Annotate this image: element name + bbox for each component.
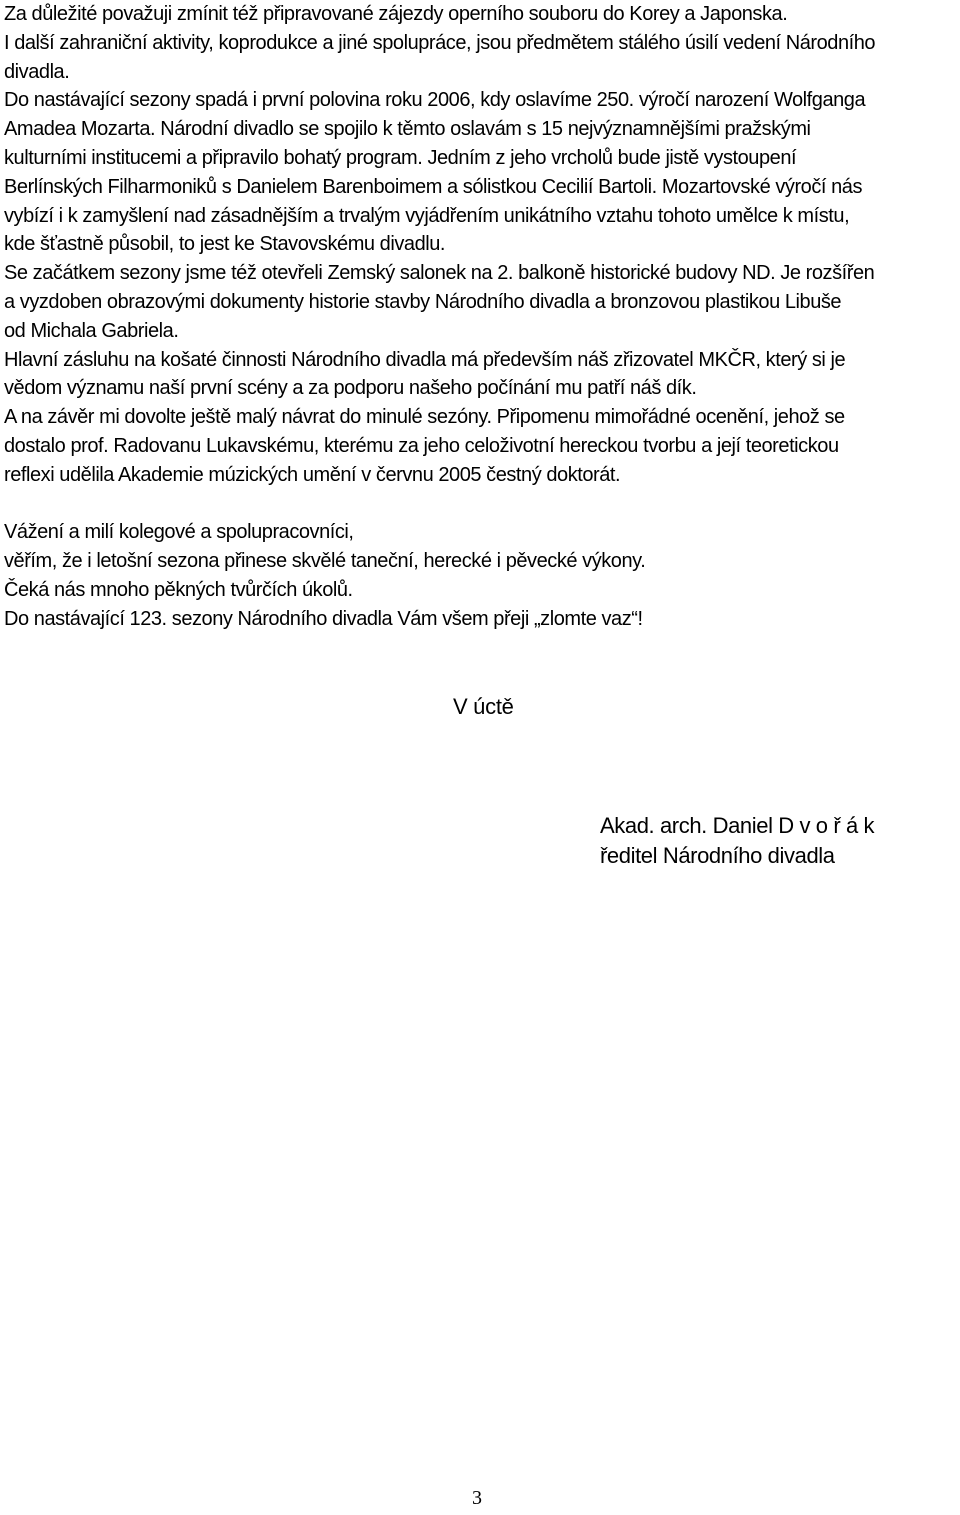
body-line: reflexi udělila Akademie múzických umění v červnu 2005 čestný doktorát. (4, 463, 621, 486)
body-line: Se začátkem sezony jsme též otevřeli Zemský salonek na 2. balkoně historické budovy ND. Je rozšířen (4, 262, 875, 285)
signatory-role: ředitel Národního divadla (600, 843, 835, 868)
letter-body (4, 0, 958, 634)
closing-salutation: V úctě (453, 694, 514, 719)
paragraph-spacer (4, 490, 958, 519)
body-line: dostalo prof. Radovanu Lukavskému, kterému za jeho celoživotní hereckou tvorbu a její teoretickou (4, 434, 839, 457)
greeting-line: Čeká nás mnoho pěkných tvůrčích úkolů. (4, 578, 353, 601)
body-line: divadla. (4, 60, 70, 83)
body-line: A na závěr mi dovolte ještě malý návrat do minulé sezóny. Připomenu mimořádné ocenění, jehož se (4, 406, 845, 429)
greeting-line: Vážení a milí kolegové a spolupracovníci, (4, 521, 354, 544)
body-line: od Michala Gabriela. (4, 319, 179, 342)
body-line: Amadea Mozarta. Národní divadlo se spojilo k těmto oslavám s 15 nejvýznamnějšími pražskými (4, 118, 811, 141)
body-line: Hlavní zásluhu na košaté činnosti Národního divadla má především náš zřizovatel MKČR, který si je (4, 348, 846, 371)
body-line: Do nastávající sezony spadá i první polovina roku 2006, kdy oslavíme 250. výročí narození Wolfganga (4, 89, 866, 112)
body-line: Berlínských Filharmoniků s Danielem Barenboimem a sólistkou Cecilií Bartoli. Mozartovské výročí nás (4, 175, 862, 198)
body-line: I další zahraniční aktivity, koprodukce a jiné spolupráce, jsou předmětem stálého úsilí vedení Národního (4, 31, 876, 54)
body-line: kde šťastně působil, to jest ke Stavovskému divadlu. (4, 233, 446, 256)
body-line: kulturními institucemi a připravilo bohatý program. Jedním z jeho vrcholů bude jistě vystoupení (4, 146, 797, 169)
signatory-name: Akad. arch. Daniel D v o ř á k (600, 813, 875, 838)
body-line: vybízí i k zamyšlení nad zásadnějším a trvalým vyjádřením unikátního vztahu tohoto umělce k místu, (4, 204, 850, 227)
body-line: vědom významu naší první scény a za podporu našeho počínání mu patří náš dík. (4, 377, 697, 400)
signature-block (600, 811, 874, 871)
body-line: a vyzdoben obrazovými dokumenty historie stavby Národního divadla a bronzovou plastikou Libuše (4, 290, 842, 313)
greeting-line: Do nastávající 123. sezony Národního divadla Vám všem přeji „zlomte vaz“! (4, 607, 643, 630)
greeting-line: věřím, že i letošní sezona přinese skvělé taneční, herecké i pěvecké výkony. (4, 550, 646, 573)
page-number: 3 (472, 1487, 482, 1509)
body-line: Za důležité považuji zmínit též připravované zájezdy operního souboru do Korey a Japonska. (4, 3, 788, 25)
